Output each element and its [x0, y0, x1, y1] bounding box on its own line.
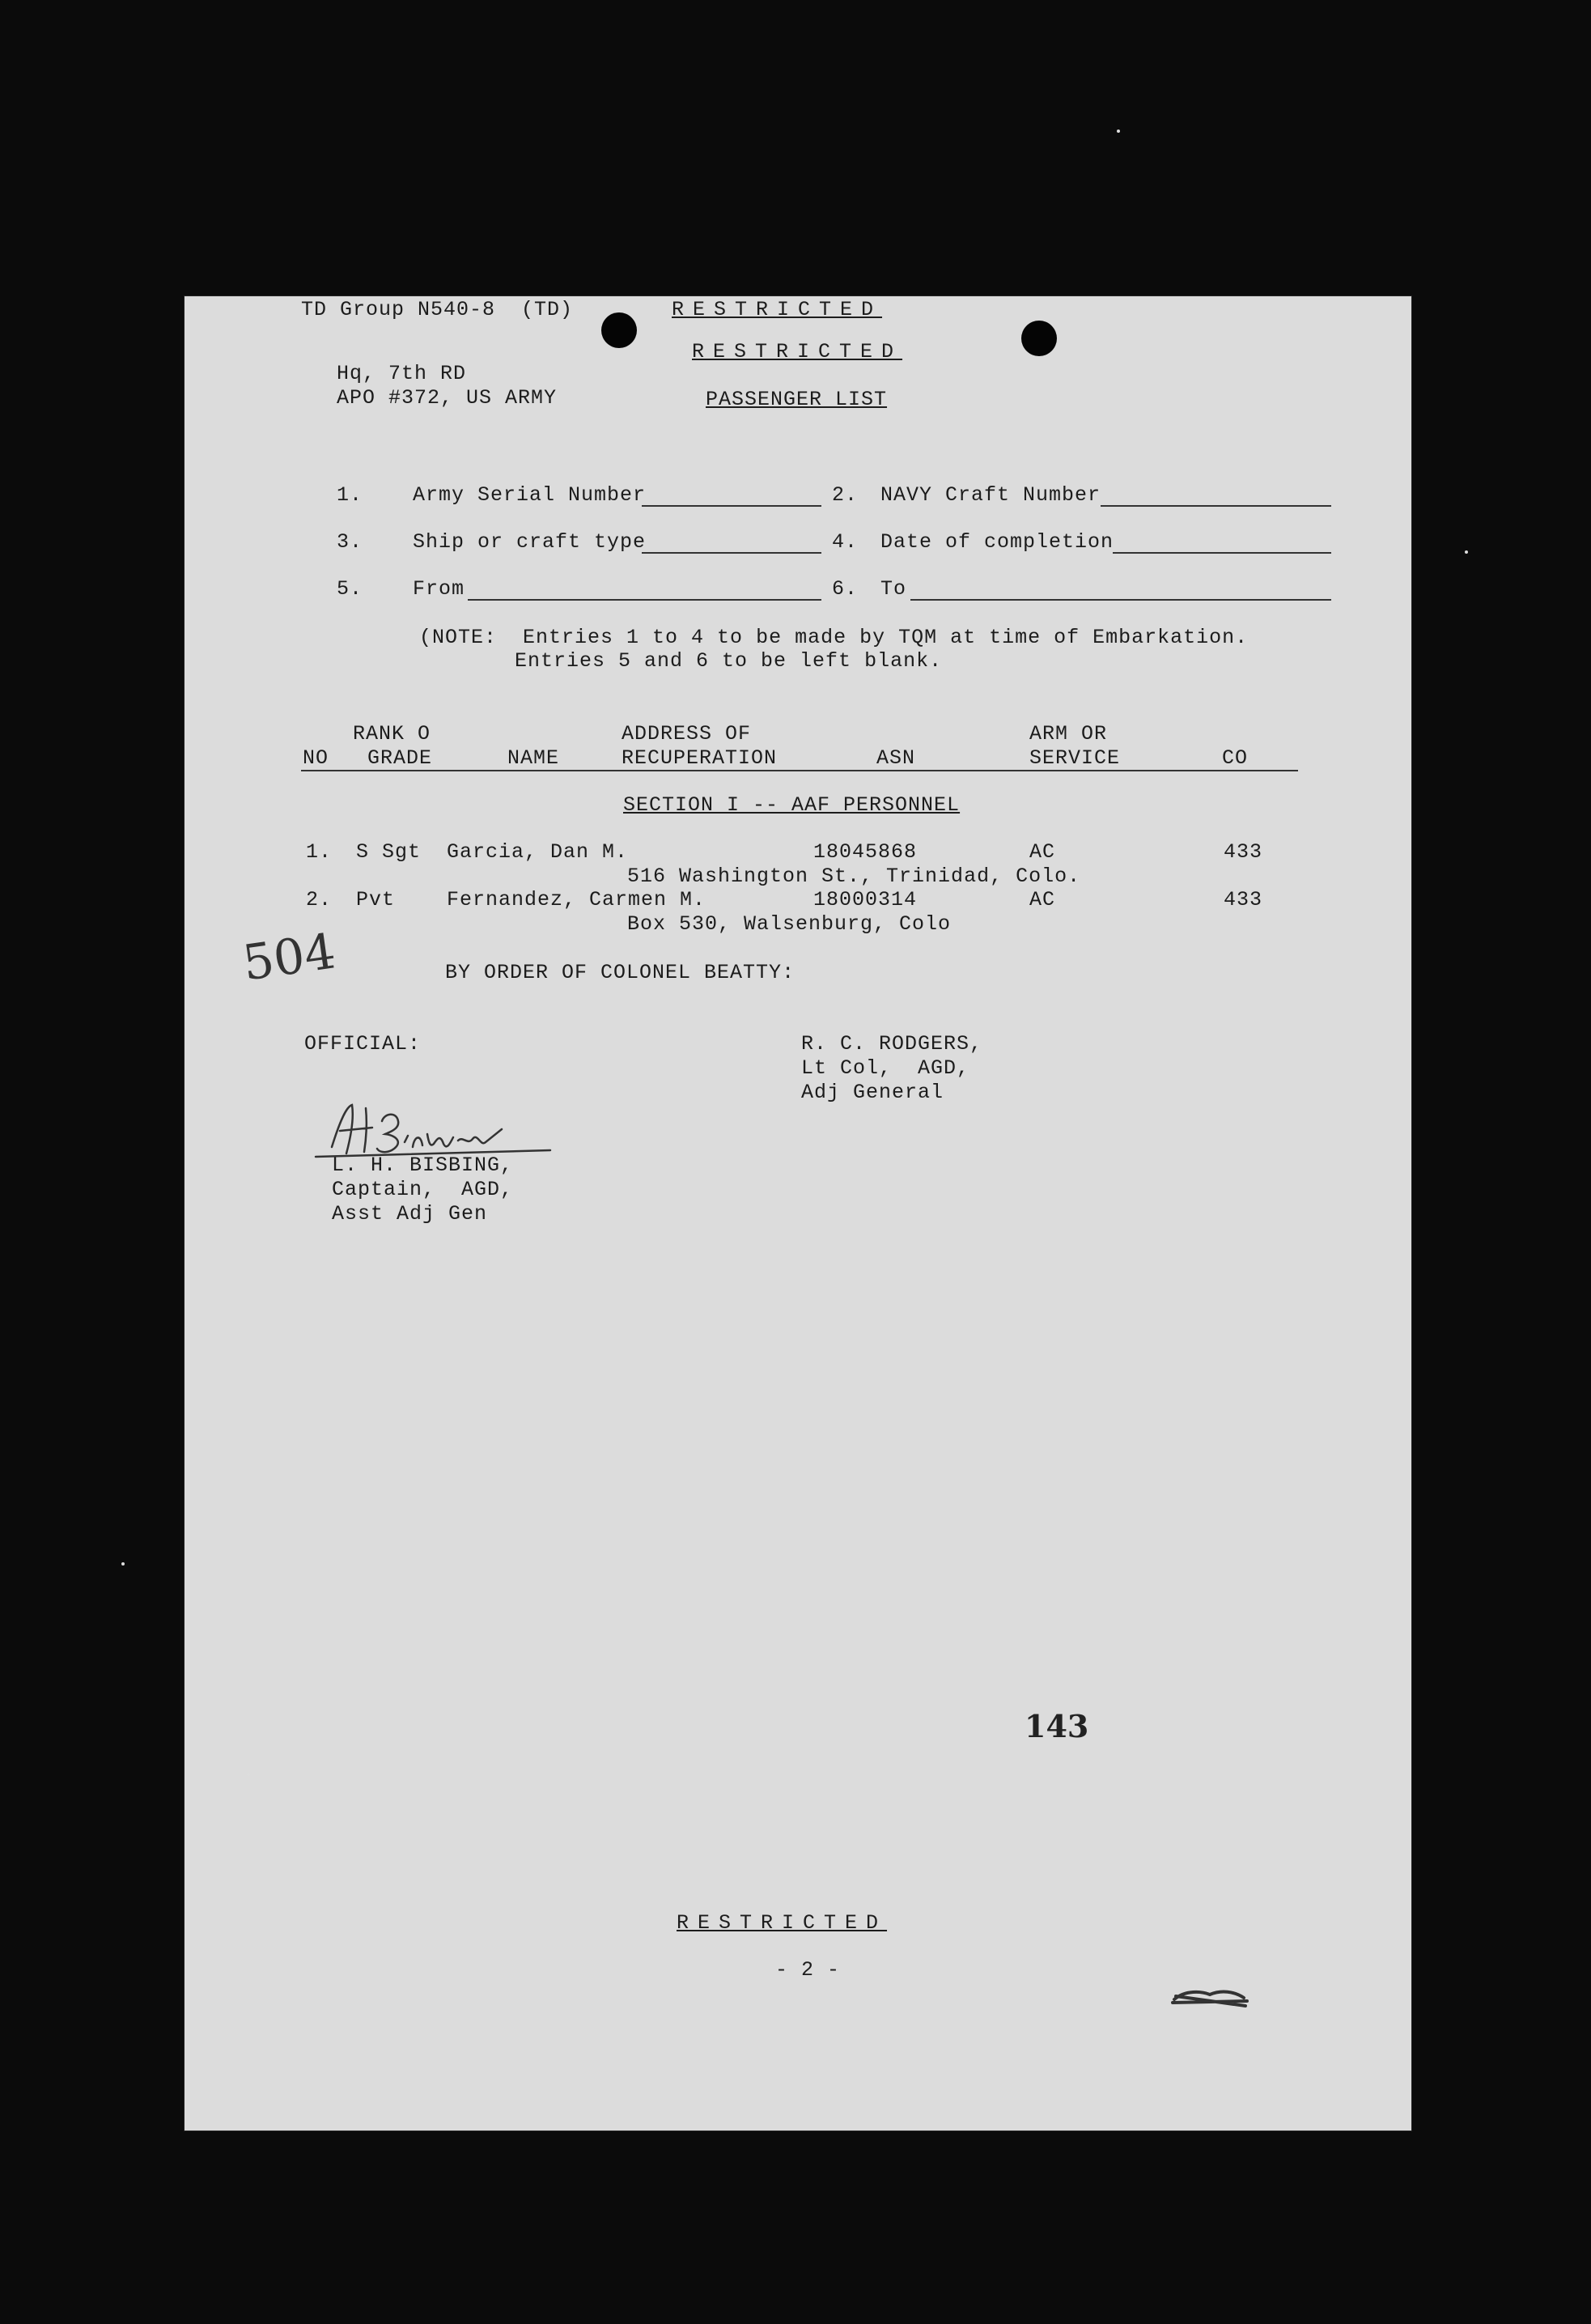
dust-speck	[121, 1562, 125, 1566]
field-number: 3.	[337, 530, 363, 554]
row-2-arm: AC	[1029, 888, 1056, 911]
row-1-asn: 18045868	[813, 840, 918, 864]
row-2-no: 2.	[306, 888, 333, 911]
field-label-from: From	[413, 577, 465, 601]
field-label-ship-type: Ship or craft type	[413, 530, 647, 554]
classification-second: RESTRICTED	[692, 340, 903, 363]
order-line: BY ORDER OF COLONEL BEATTY:	[445, 961, 796, 984]
dust-speck	[1117, 130, 1120, 133]
field-number: 5.	[337, 577, 363, 601]
blank-ship-type	[642, 552, 821, 554]
row-2-co: 433	[1224, 888, 1263, 911]
blank-navy-craft	[1101, 505, 1331, 507]
dust-speck	[1465, 550, 1468, 554]
blank-army-serial	[642, 505, 821, 507]
field-label-to: To	[880, 577, 907, 601]
signer-title: Adj General	[801, 1081, 944, 1104]
row-1-co: 433	[1224, 840, 1263, 864]
field-number: 2.	[832, 483, 859, 507]
field-label-navy-craft: NAVY Craft Number	[880, 483, 1101, 507]
blank-completion-date	[1113, 552, 1331, 554]
field-label-completion-date: Date of completion	[880, 530, 1114, 554]
headquarters: Hq, 7th RD	[337, 362, 467, 385]
row-2-grade: Pvt	[356, 888, 396, 911]
note-line-2: Entries 5 and 6 to be left blank.	[515, 649, 943, 673]
row-1-no: 1.	[306, 840, 333, 864]
field-number: 4.	[832, 530, 859, 554]
row-1-name: Garcia, Dan M.	[447, 840, 629, 864]
field-number: 6.	[832, 577, 859, 601]
row-2-address: Box 530, Walsenburg, Colo	[627, 912, 952, 936]
header-grade: GRADE	[367, 746, 433, 770]
punch-hole	[1021, 321, 1057, 356]
header-arm-line1: ARM OR	[1029, 722, 1108, 746]
row-1-arm: AC	[1029, 840, 1056, 864]
signer-rank: Lt Col, AGD,	[801, 1056, 970, 1080]
group-code: TD Group N540-8 (TD)	[301, 298, 574, 321]
row-1-address: 516 Washington St., Trinidad, Colo.	[627, 865, 1081, 888]
page-number: - 2 -	[775, 1958, 841, 1982]
header-address-line1: ADDRESS OF	[622, 722, 752, 746]
header-rank-line1: RANK O	[353, 722, 431, 746]
punch-hole	[601, 312, 637, 348]
page-stamp: 143	[1025, 1708, 1089, 1744]
apo-address: APO #372, US ARMY	[337, 386, 558, 410]
blank-from	[468, 599, 821, 601]
row-2-asn: 18000314	[813, 888, 918, 911]
header-rule	[301, 770, 1298, 771]
row-1-grade: S Sgt	[356, 840, 422, 864]
countersign-title: Asst Adj Gen	[332, 1202, 488, 1226]
dust-speck	[247, 1773, 250, 1776]
document-title: PASSENGER LIST	[706, 388, 888, 411]
countersign-rank: Captain, AGD,	[332, 1178, 514, 1201]
header-name: NAME	[507, 746, 560, 770]
row-2-name: Fernandez, Carmen M.	[447, 888, 706, 911]
header-address-line2: RECUPERATION	[622, 746, 778, 770]
handwritten-annotation: 504	[239, 923, 339, 992]
header-service: SERVICE	[1029, 746, 1121, 770]
classification-top: RESTRICTED	[672, 298, 883, 321]
header-co: CO	[1222, 746, 1249, 770]
header-no: NO	[303, 746, 329, 770]
section-heading: SECTION I -- AAF PERSONNEL	[623, 793, 961, 817]
note-line-1: (NOTE: Entries 1 to 4 to be made by TQM at time of Embarkation.	[419, 626, 1249, 649]
official-label: OFFICIAL:	[304, 1032, 422, 1056]
crossed-out-mark	[1169, 1983, 1250, 2012]
field-number: 1.	[337, 483, 363, 507]
signer-name: R. C. RODGERS,	[801, 1032, 983, 1056]
blank-to	[910, 599, 1331, 601]
countersign-name: L. H. BISBING,	[332, 1154, 514, 1177]
field-label-army-serial: Army Serial Number	[413, 483, 647, 507]
header-asn: ASN	[876, 746, 916, 770]
classification-bottom: RESTRICTED	[677, 1911, 888, 1935]
